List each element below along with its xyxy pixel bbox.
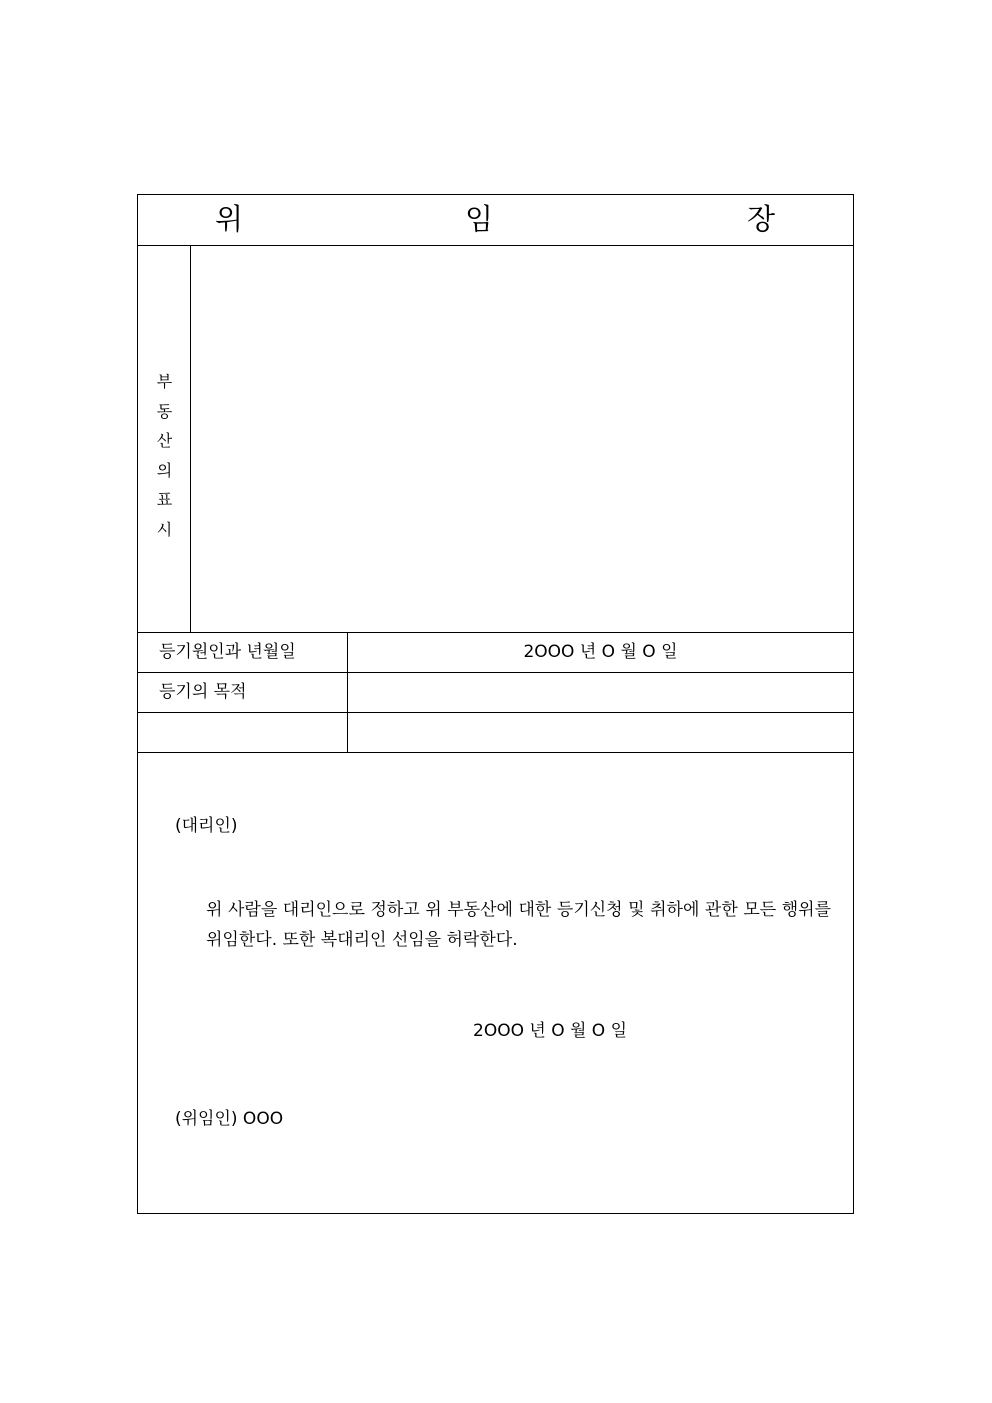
- registration-cause-row: [138, 632, 853, 673]
- registration-cause-label: 등기원인과 년월일: [138, 632, 348, 672]
- title-char-3: 장: [747, 202, 776, 236]
- registration-purpose-label: 등기의 목적: [138, 672, 348, 712]
- property-label-char: 표: [156, 490, 173, 509]
- blank-row: [138, 712, 853, 753]
- property-label-char: 시: [156, 519, 173, 539]
- property-section: [138, 245, 853, 633]
- title-char-1: 위: [215, 202, 244, 236]
- agent-label: (대리인): [175, 816, 238, 836]
- property-label-char: 산: [156, 431, 173, 450]
- registration-purpose-value[interactable]: [348, 672, 853, 712]
- property-label-char: 의: [156, 460, 173, 480]
- power-of-attorney-form: [137, 194, 854, 1214]
- signing-date: 2OOO 년 O 월 O 일: [473, 1021, 628, 1041]
- registration-cause-value[interactable]: 2OOO 년 O 월 O 일: [523, 642, 678, 662]
- property-content-cell[interactable]: [191, 245, 853, 632]
- delegator-label: (위임인) OOO: [175, 1109, 284, 1129]
- blank-row-value[interactable]: [348, 712, 853, 752]
- form-title: [138, 195, 853, 246]
- property-label-char: 동: [156, 401, 173, 421]
- delegation-statement: 위 사람을 대리인으로 정하고 위 부동산에 대한 등기신청 및 취하에 관한 모든 행위를 위임한다. 또한 복대리인 선임을 허락한다.: [206, 900, 831, 950]
- registration-purpose-row: [138, 672, 853, 713]
- blank-row-label: [138, 712, 348, 752]
- property-label-cell: [138, 245, 191, 632]
- title-char-2: 임: [465, 202, 494, 236]
- property-label: [138, 367, 191, 544]
- property-label-char: 부: [156, 372, 173, 391]
